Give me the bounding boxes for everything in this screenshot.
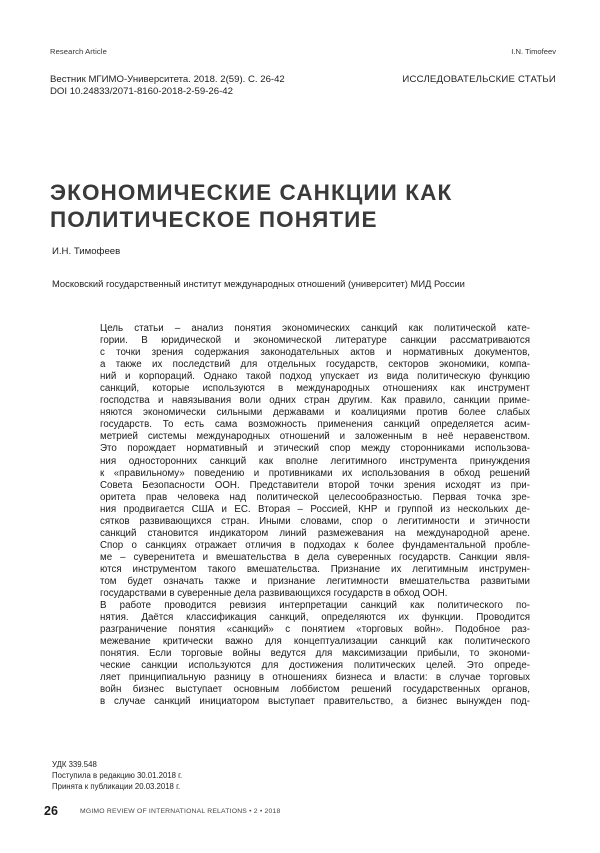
udc-code: УДК 339.548 xyxy=(52,760,97,769)
abstract-line: ний и корпораций. Однако такой подход упускает из вида политическую функцию xyxy=(100,371,530,383)
abstract-line: няются экономически сильными державами и коалициями против более слабых xyxy=(100,407,530,419)
abstract-line: санкций становится индикатором линий размежевания на международной арене. xyxy=(100,527,530,539)
abstract-line: войн бизнес выступает основным лоббистом решений государственных органов, xyxy=(100,684,530,696)
abstract-line: В работе проводится ревизия интерпретации санкций как политического по- xyxy=(100,600,530,612)
abstract-line: к «правильному» поведению и противниками их использования в обход решений xyxy=(100,467,530,479)
abstract-line: метрией системы международных отношений и заложенным в неё неравенством. xyxy=(100,431,530,443)
article-author: И.Н. Тимофеев xyxy=(52,246,121,257)
received-date: Поступила в редакцию 30.01.2018 г. xyxy=(52,771,183,780)
abstract-line: межевание критически важно для концептуализации санкций как политического xyxy=(100,636,530,648)
abstract-line: оритета прав человека над политической целесообразностью. Первая точка зре- xyxy=(100,491,530,503)
abstract-line: государствами в суверенные дела развивающихся государств в обход ООН. xyxy=(100,588,448,600)
abstract-line: Совета Безопасности ООН. Представители второй точки зрения исходят из при- xyxy=(100,479,530,491)
section-label: ИССЛЕДОВАТЕЛЬСКИЕ СТАТЬИ xyxy=(402,74,556,85)
abstract-line: ме – суверенитета и вмешательства в дела суверенных государств. Санкции явля- xyxy=(100,551,530,563)
abstract-line: господства и навязывания воли одних стран другим. Как правило, санкции приме- xyxy=(100,395,530,407)
abstract-line: ния односторонних санкций как вполне легитимного инструмента принуждения xyxy=(100,455,530,467)
running-header-left: Research Article xyxy=(50,47,107,56)
article-title-line: ЭКОНОМИЧЕСКИЕ САНКЦИИ КАК xyxy=(50,180,453,205)
journal-citation: Вестник МГИМО-Университета. 2018. 2(59). С. 26-42 xyxy=(50,74,285,85)
running-header-right: I.N. Timofeev xyxy=(511,47,556,56)
abstract-line: Спор о санкциях отражает отличия в подходах к более фундаментальной пробле- xyxy=(100,539,530,551)
abstract-line: ния продвигается США и ЕС. Вторая – Россией, КНР и группой из нескольких де- xyxy=(100,503,530,515)
abstract-line: гории. В юридической и экономической литературе санкции рассматриваются xyxy=(100,335,530,347)
abstract-line: а также их последствий для отдельных государств, секторов экономики, компа- xyxy=(100,359,530,371)
abstract-line: понятия. Если торговые войны ведутся для максимизации прибыли, то экономи- xyxy=(100,648,530,660)
abstract-line: разграничение понятия «санкций» с понятием «торговых войн». Подобное раз- xyxy=(100,624,530,636)
abstract-line: Это порождает нормативный и этический спор между сторонниками использова- xyxy=(100,443,530,455)
abstract-line: ческие санкции используются для достижения политических целей. Это опреде- xyxy=(100,660,530,672)
abstract-line: санкций, которые используются в международных отношениях как инструмент xyxy=(100,383,530,395)
footer-journal-name: MGIMO REVIEW OF INTERNATIONAL RELATIONS • 2 • 2018 xyxy=(80,808,281,815)
article-title-line: ПОЛИТИЧЕСКОЕ ПОНЯТИЕ xyxy=(50,207,378,232)
abstract-line: ются инструментом такого вмешательства. Признание их легитимным инструмен- xyxy=(100,563,530,575)
author-affiliation: Московский государственный институт международных отношений (университет) МИД России xyxy=(52,278,465,289)
article-title xyxy=(50,179,560,233)
abstract-line: Цель статьи – анализ понятия экономических санкций как политической кате- xyxy=(100,323,530,334)
abstract-line: нятия. Даётся классификация санкций, определяются их функции. Проводится xyxy=(100,612,530,624)
journal-doi[interactable]: DOI 10.24833/2071-8160-2018-2-59-26-42 xyxy=(50,86,233,97)
accepted-date: Принята к публикации 20.03.2018 г. xyxy=(52,782,181,791)
page-number: 26 xyxy=(44,804,58,818)
abstract xyxy=(100,323,530,709)
abstract-line: в случае санкций инициатором выступает правительство, а бизнес вынужден под- xyxy=(100,696,530,708)
abstract-line: сятков развивающихся стран. Иными словами, спор о легитимности и этичности xyxy=(100,515,530,527)
abstract-line: том будет означать также и признание легитимности вмешательства развитыми xyxy=(100,575,530,587)
abstract-line: ляет принципиальную разницу в отношениях бизнеса и власти: в случае торговых xyxy=(100,672,530,684)
abstract-line: с точки зрения содержания законодательных актов и нормативных документов, xyxy=(100,347,530,359)
abstract-line: государств. То есть сама возможность применения санкций определяется асим- xyxy=(100,419,530,431)
